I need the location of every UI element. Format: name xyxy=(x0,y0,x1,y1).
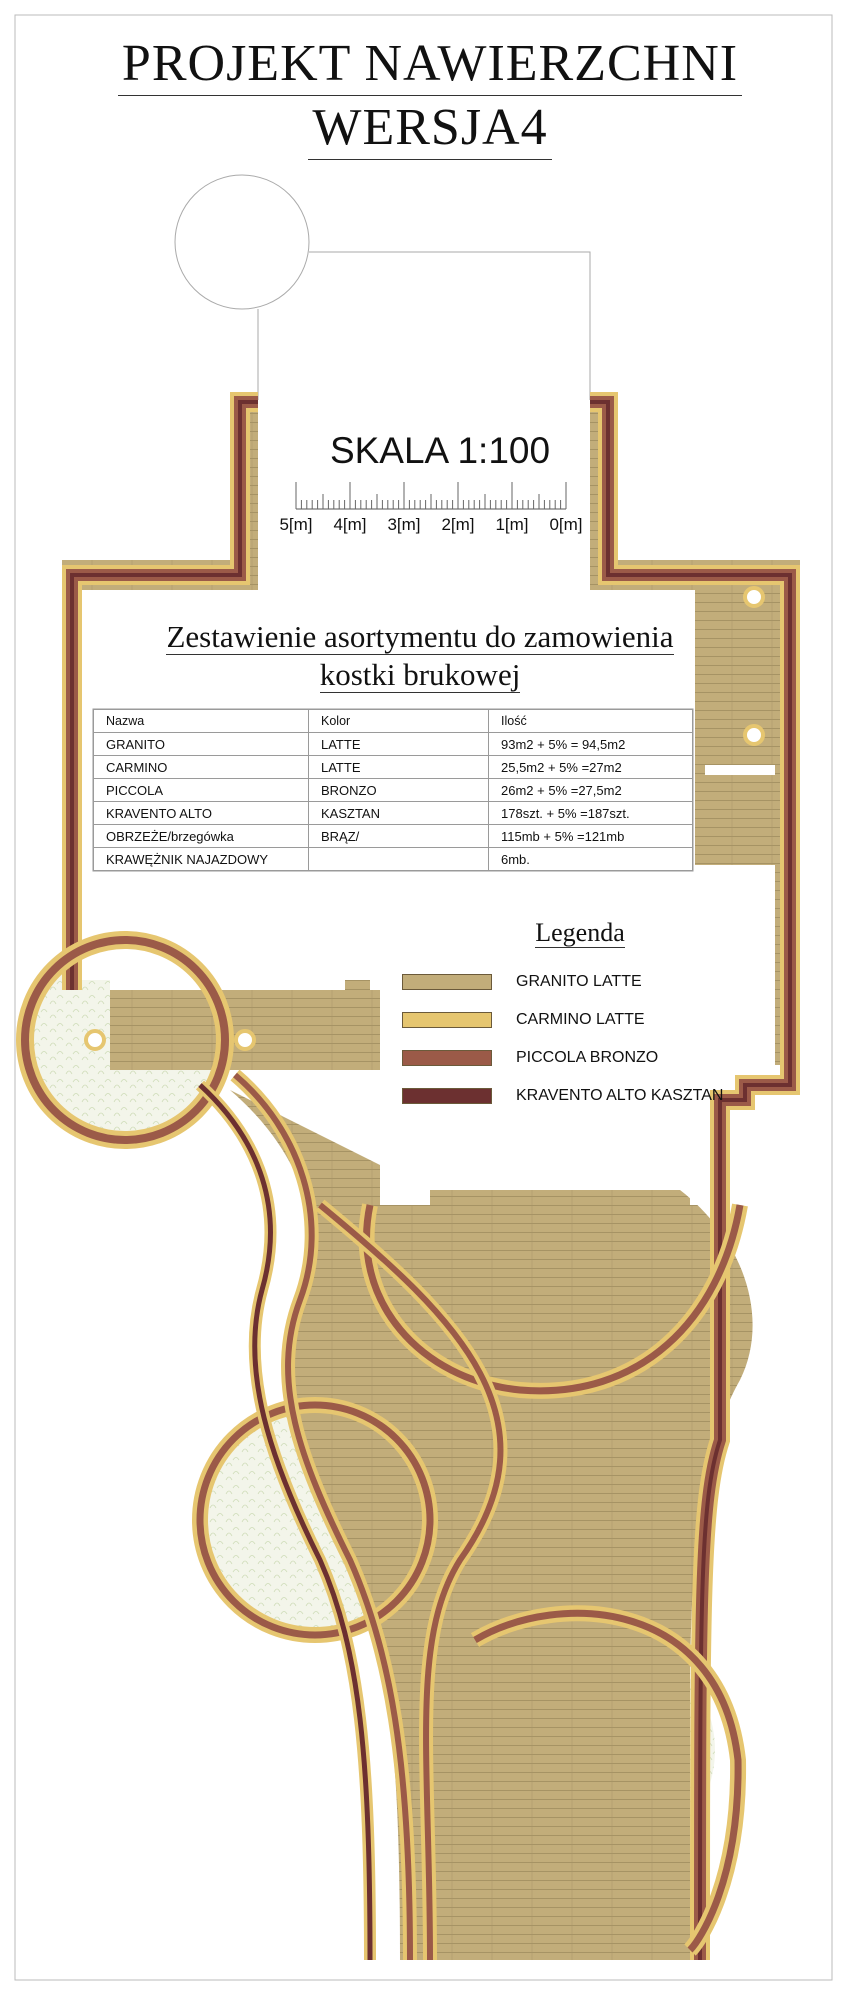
table-row xyxy=(94,825,693,848)
table-cell: PICCOLA xyxy=(94,779,309,802)
legend-item xyxy=(402,1009,645,1031)
page-title-line2: WERSJA4 xyxy=(0,98,860,160)
column-header: Nazwa xyxy=(94,710,309,733)
table-cell: LATTE xyxy=(309,733,489,756)
house-outline xyxy=(309,252,590,400)
table-row xyxy=(94,733,693,756)
legend-item xyxy=(402,1047,658,1069)
legend-label: PICCOLA BRONZO xyxy=(516,1049,659,1066)
legend-swatch xyxy=(402,974,492,990)
table-cell: OBRZEŻE/brzegówka xyxy=(94,825,309,848)
column-header: Ilość xyxy=(489,710,693,733)
table-row xyxy=(94,802,693,825)
table-row xyxy=(94,779,693,802)
table-cell: CARMINO xyxy=(94,756,309,779)
table-cell: GRANITO xyxy=(94,733,309,756)
legend-label: KRAVENTO ALTO KASZTAN xyxy=(516,1087,724,1104)
table-cell: 178szt. + 5% =187szt. xyxy=(489,802,693,825)
page-title-line1: PROJEKT NAWIERZCHNI xyxy=(0,34,860,96)
table-cell: 26m2 + 5% =27,5m2 xyxy=(489,779,693,802)
assortment-table xyxy=(93,709,693,871)
table-header-row xyxy=(94,710,693,733)
legend-title: Legenda xyxy=(535,918,625,947)
legend-item xyxy=(402,1085,723,1107)
table-cell: 93m2 + 5% = 94,5m2 xyxy=(489,733,693,756)
column-header: Kolor xyxy=(309,710,489,733)
table-cell: BRĄZ/ xyxy=(309,825,489,848)
table-cell: LATTE xyxy=(309,756,489,779)
legend-label: GRANITO LATTE xyxy=(516,973,642,990)
scale-tick-label: 1[m] xyxy=(495,515,529,534)
table-cell xyxy=(309,848,489,871)
tree-circle xyxy=(175,175,309,309)
table-cell: BRONZO xyxy=(309,779,489,802)
table-cell: 25,5m2 + 5% =27m2 xyxy=(489,756,693,779)
table-row xyxy=(94,756,693,779)
scale-tick-label: 2[m] xyxy=(441,515,475,534)
table-cell: 115mb + 5% =121mb xyxy=(489,825,693,848)
table-cell: KRAVENTO ALTO xyxy=(94,802,309,825)
table-cell: 6mb. xyxy=(489,848,693,871)
legend-swatch xyxy=(402,1012,492,1028)
legend-swatch xyxy=(402,1050,492,1066)
scale-label: SKALA 1:100 xyxy=(329,430,551,471)
legend-label: CARMINO LATTE xyxy=(516,1011,645,1028)
scale-tick-label: 3[m] xyxy=(387,515,421,534)
table-cell: KRAWĘŻNIK NAJAZDOWY xyxy=(94,848,309,871)
scale-tick-label: 5[m] xyxy=(279,515,313,534)
table-cell: KASZTAN xyxy=(309,802,489,825)
table-row xyxy=(94,848,693,871)
assortment-heading: Zestawienie asortymentu do zamowienia kostki brukowej xyxy=(166,619,674,692)
scale-tick-label: 4[m] xyxy=(333,515,367,534)
legend-swatch xyxy=(402,1088,492,1104)
scale-tick-label: 0[m] xyxy=(549,515,583,534)
legend-item xyxy=(402,971,642,993)
